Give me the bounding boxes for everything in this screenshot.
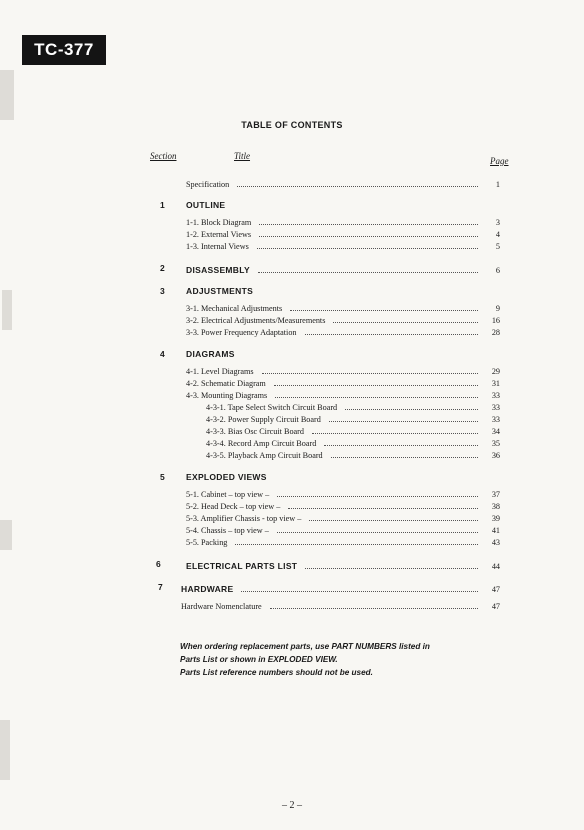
toc-entry-page: 43 [491, 538, 500, 547]
toc-entry-page: 33 [491, 391, 500, 400]
scan-artifact [0, 520, 12, 550]
toc-entry [186, 559, 500, 571]
toc-entry [186, 487, 500, 499]
toc-entry-page: 29 [491, 367, 500, 376]
toc-entry-page: 33 [491, 403, 500, 412]
toc-entry-label: 3-3. Power Frequency Adaptation [186, 328, 297, 337]
section-title: ELECTRICAL PARTS LIST [186, 561, 298, 571]
toc-entry-page: 6 [495, 266, 500, 275]
toc-entry-label: 4-3-2. Power Supply Circuit Board [206, 415, 321, 424]
toc-entry [186, 364, 500, 376]
toc-entry-page: 16 [491, 316, 500, 325]
section-column-header: Section [150, 151, 177, 161]
toc-entry [186, 313, 500, 325]
toc-entry [186, 376, 500, 388]
toc-entry-label: 5-3. Amplifier Chassis - top view – [186, 514, 302, 523]
toc-entry-page: 1 [495, 180, 500, 189]
model-badge: TC-377 [22, 35, 106, 65]
toc-entry [186, 499, 500, 511]
toc-entry [186, 535, 500, 547]
toc-entry [206, 436, 500, 448]
toc-entry-page: 5 [495, 242, 500, 251]
section-title: ADJUSTMENTS [186, 286, 254, 296]
toc-entry-label: 5-2. Head Deck – top view – [186, 502, 281, 511]
toc-entry-page: 38 [491, 502, 500, 511]
toc-entry [186, 263, 500, 275]
page-number: – 2 – [282, 800, 302, 811]
section-number: 3 [160, 286, 165, 296]
toc-entry [206, 424, 500, 436]
toc-entry-label: 1-3. Internal Views [186, 242, 249, 251]
title-column-header: Title [234, 151, 251, 161]
toc-entry-label: 4-3-1. Tape Select Switch Circuit Board [206, 403, 338, 412]
toc-entry-label: Hardware Nomenclature [181, 602, 262, 611]
toc-entry-label: 5-5. Packing [186, 538, 228, 547]
toc-entry [186, 227, 500, 239]
toc-entry [186, 215, 500, 227]
toc-entry [206, 400, 500, 412]
toc-entry-label: 3-1. Mechanical Adjustments [186, 304, 283, 313]
section-number: 2 [160, 263, 165, 273]
toc-entry-page: 4 [495, 230, 500, 239]
toc-entry-label: Specification [186, 180, 230, 189]
toc-entry-label: 4-3-4. Record Amp Circuit Board [206, 439, 317, 448]
section-number: 1 [160, 200, 165, 210]
toc-entry-page: 47 [491, 602, 500, 611]
toc-entry-label: 5-4. Chassis – top view – [186, 526, 269, 535]
section-title: DISASSEMBLY [186, 265, 250, 275]
toc-entry-page: 34 [491, 427, 500, 436]
toc-entry-page: 33 [491, 415, 500, 424]
toc-entry-label: 4-2. Schematic Diagram [186, 379, 266, 388]
toc-entry-page: 9 [495, 304, 500, 313]
toc-entry-page: 37 [491, 490, 500, 499]
toc-entry [186, 301, 500, 313]
toc-entry-label: 1-2. External Views [186, 230, 252, 239]
section-number: 5 [160, 472, 165, 482]
scan-artifact [0, 720, 10, 780]
toc-entry-page: 3 [495, 218, 500, 227]
toc-entry-page: 47 [491, 585, 500, 594]
toc-entry-page: 31 [491, 379, 500, 388]
toc-entry [186, 523, 500, 535]
toc-entry-label: 5-1. Cabinet – top view – [186, 490, 270, 499]
toc-entry [181, 582, 500, 594]
scan-artifact [2, 290, 12, 330]
toc-entry [186, 239, 500, 251]
toc-entry-label: 3-2. Electrical Adjustments/Measurements [186, 316, 326, 325]
toc-entry [186, 511, 500, 523]
section-title: EXPLODED VIEWS [186, 472, 267, 482]
page-title: TABLE OF CONTENTS [241, 120, 343, 130]
toc-entry [186, 177, 500, 189]
toc-entry-page: 28 [491, 328, 500, 337]
toc-entry-label: 4-3. Mounting Diagrams [186, 391, 268, 400]
note-line: Parts List reference numbers should not be used. [180, 668, 373, 677]
toc-entry-page: 39 [491, 514, 500, 523]
toc-entry [181, 599, 500, 611]
toc-entry-page: 35 [491, 439, 500, 448]
toc-entry-page: 36 [491, 451, 500, 460]
section-title: OUTLINE [186, 200, 226, 210]
page-column-header: Page [490, 156, 509, 166]
toc-entry [206, 448, 500, 460]
note-line: When ordering replacement parts, use PART NUMBERS listed in [180, 642, 430, 651]
section-title: DIAGRAMS [186, 349, 235, 359]
section-number: 7 [158, 582, 163, 592]
scan-artifact [0, 70, 14, 120]
toc-entry [206, 412, 500, 424]
toc-entry-label: 4-3-5. Playback Amp Circuit Board [206, 451, 323, 460]
note-line: Parts List or shown in EXPLODED VIEW. [180, 655, 338, 664]
toc-entry-page: 44 [491, 562, 500, 571]
ordering-note [180, 640, 430, 679]
section-number: 4 [160, 349, 165, 359]
toc-entry-label: 4-3-3. Bias Osc Circuit Board [206, 427, 305, 436]
toc-entry-label: 1-1. Block Diagram [186, 218, 252, 227]
toc-entry-label: 4-1. Level Diagrams [186, 367, 254, 376]
section-number: 6 [156, 559, 161, 569]
section-title: HARDWARE [181, 584, 234, 594]
toc-entry [186, 325, 500, 337]
toc-entry-page: 41 [491, 526, 500, 535]
toc-entry [186, 388, 500, 400]
